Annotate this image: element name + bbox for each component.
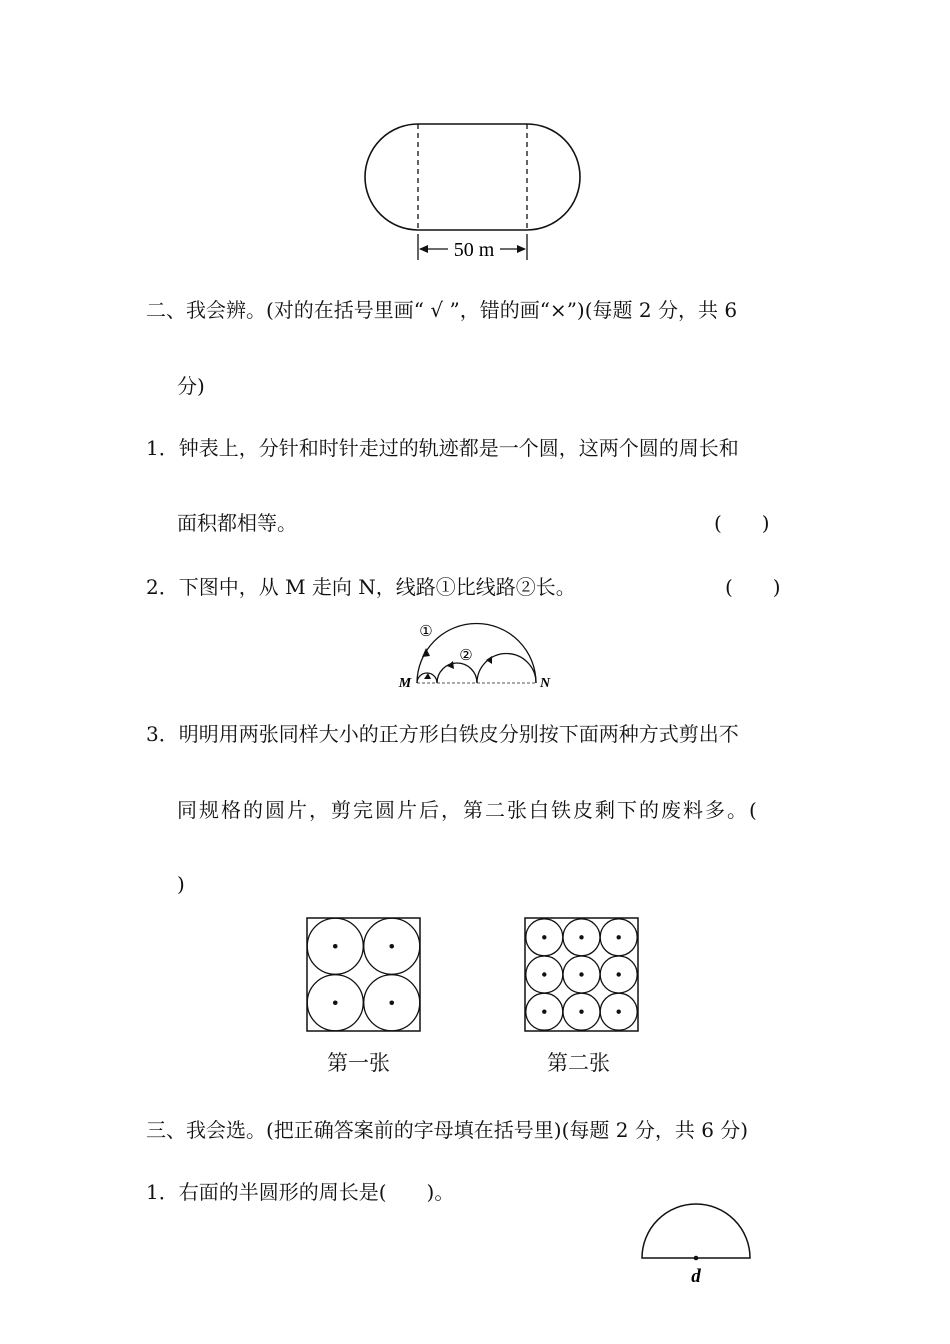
- stadium-figure: [360, 118, 590, 268]
- stadium-outline: [365, 124, 580, 230]
- sheet2-label: 第二张: [547, 1051, 610, 1075]
- center-dot: [389, 944, 394, 949]
- center-dot: [617, 935, 621, 939]
- route-figure: [393, 616, 563, 692]
- section3-title: 三、我会选。(把正确答案前的字母填在括号里)(每题 2 分，共 6 分): [146, 1118, 749, 1142]
- sheet1-square: [307, 918, 420, 1031]
- center-dot: [579, 935, 583, 939]
- q3-line3[interactable]: ): [177, 872, 185, 896]
- point-n-label: N: [539, 676, 551, 691]
- diameter-label: d: [691, 1266, 701, 1287]
- q1-line1: 1．钟表上，分针和时针走过的轨迹都是一个圆，这两个圆的周长和: [146, 436, 739, 460]
- center-dot: [579, 1010, 583, 1014]
- q2-answer-paren[interactable]: ( ): [725, 575, 781, 599]
- semicircle-figure: [636, 1202, 758, 1288]
- point-m-label: M: [398, 676, 412, 691]
- q1-line2: 面积都相等。: [177, 511, 297, 535]
- sheet2-figure: [524, 917, 640, 1033]
- center-dot: [389, 1000, 394, 1005]
- route2-arc-3: [477, 654, 536, 683]
- q2-text: 2．下图中，从 M 走向 N，线路①比线路②长。: [146, 575, 576, 599]
- q1-answer-paren[interactable]: ( ): [714, 511, 770, 535]
- section2-title-line2: 分): [177, 374, 205, 398]
- center-dot: [542, 972, 546, 976]
- arrowhead-left: [419, 245, 428, 253]
- q3-line1: 3．明明用两张同样大小的正方形白铁皮分别按下面两种方式剪出不: [146, 722, 739, 746]
- sheet1-centers: [333, 944, 394, 1005]
- center-dot: [542, 935, 546, 939]
- length-label: 50 m: [453, 239, 495, 261]
- route1-arc: [417, 624, 536, 684]
- q3-line2: 同规格的圆片，剪完圆片后，第二张白铁皮剩下的废料多。(: [177, 798, 759, 822]
- sheet1-label: 第一张: [327, 1051, 390, 1075]
- section3-q1-text: 1．右面的半圆形的周长是( )。: [146, 1180, 455, 1204]
- sheet1-figure: [306, 917, 422, 1033]
- route2-label: ②: [459, 648, 473, 664]
- center-dot: [694, 1256, 699, 1261]
- route1-label: ①: [419, 624, 433, 640]
- section2-title-line1: 二、我会辨。(对的在括号里画“ √ ”，错的画“×”)(每题 2 分，共 6: [146, 298, 738, 322]
- center-dot: [333, 1000, 338, 1005]
- center-dot: [333, 944, 338, 949]
- center-dot: [542, 1010, 546, 1014]
- center-dot: [579, 972, 583, 976]
- route2-arc-2: [437, 663, 477, 683]
- semicircle-shape: [642, 1204, 750, 1258]
- center-dot: [617, 972, 621, 976]
- center-dot: [617, 1010, 621, 1014]
- sheet1-circles: [307, 918, 420, 1031]
- route1-arrow: [422, 648, 430, 657]
- arrowhead-right: [517, 245, 526, 253]
- sheet2-centers: [542, 935, 621, 1014]
- route2-arrow-3: [486, 656, 492, 664]
